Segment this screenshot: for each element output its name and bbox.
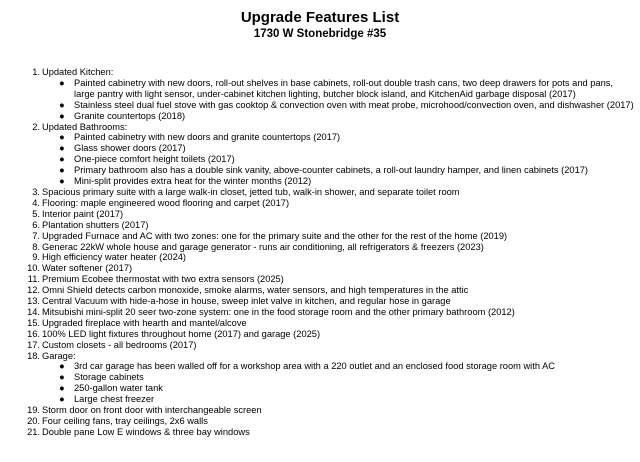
list-item xyxy=(22,285,634,296)
list-item-text: Spacious primary suite with a large walk-in closet, jetted tub, walk-in shower, and separate toilet room xyxy=(42,186,460,197)
list-item xyxy=(22,318,634,329)
bullet-icon: ● xyxy=(59,372,65,383)
sub-list-item-text: Painted cabinetry with new doors and granite countertops (2017) xyxy=(74,132,341,143)
list-item-text: Updated Bathrooms: xyxy=(42,121,128,132)
sub-list-item xyxy=(22,78,634,100)
list-item-text: Plantation shutters (2017) xyxy=(42,219,149,230)
list-item xyxy=(22,231,634,242)
bullet-icon: ● xyxy=(59,77,65,88)
sub-list-item xyxy=(22,383,634,394)
list-item xyxy=(22,340,634,351)
bullet-icon: ● xyxy=(59,132,65,143)
sub-list-item-text: Primary bathroom also has a double sink vanity, above-counter cabinets, a roll-out laundry hamper, and linen cabinets (2017) xyxy=(74,165,589,176)
bullet-icon: ● xyxy=(59,154,65,165)
list-item-number: 12. xyxy=(27,285,40,296)
list-item-text: Water softener (2017) xyxy=(42,263,133,274)
bullet-icon: ● xyxy=(59,361,65,372)
sub-list-item-text: Painted cabinetry with new doors, roll-out shelves in base cabinets, roll-out double trash cans, two deep drawers for pots and pans, large pantry with light sensor, under-cabinet kitchen lighting, butcher block island, and KitchenAid garbage disposal (2017) xyxy=(74,77,614,99)
list-item xyxy=(22,274,634,285)
sub-list-item-text: One-piece comfort height toilets (2017) xyxy=(74,154,235,165)
sub-list-item-text: Stainless steel dual fuel stove with gas cooktop & convection oven with meat probe, microhood/convection oven, and dishwasher (2017) xyxy=(74,99,634,110)
sub-list-item xyxy=(22,100,634,111)
bullet-icon: ● xyxy=(59,383,65,394)
sub-list-item xyxy=(22,111,634,122)
list-item-number: 20. xyxy=(27,416,40,426)
list-item-text: High efficiency water heater (2024) xyxy=(42,252,187,263)
sub-list-item-text: Storage cabinets xyxy=(74,372,144,383)
list-item-text: Updated Kitchen: xyxy=(42,67,114,77)
list-item-number: 18. xyxy=(27,350,40,361)
list-item-number: 13. xyxy=(27,296,40,307)
list-item-text: 100% LED light fixtures throughout home (2017) and garage (2025) xyxy=(42,328,321,339)
list-item xyxy=(22,416,634,427)
sub-list-item-text: 250-gallon water tank xyxy=(74,383,163,394)
list-item xyxy=(22,351,634,362)
sub-list-item-text: Large chest freezer xyxy=(74,394,155,405)
sub-list-item xyxy=(22,361,634,372)
features-list xyxy=(22,67,634,438)
bullet-icon: ● xyxy=(59,99,65,110)
list-item-text: Garage: xyxy=(42,350,76,361)
list-item-number: 9. xyxy=(32,252,40,263)
sub-list-item xyxy=(22,394,634,405)
list-item-text: Flooring: maple engineered wood flooring and carpet (2017) xyxy=(42,197,290,208)
list-item-number: 6. xyxy=(32,219,40,230)
list-item-number: 1. xyxy=(32,67,40,77)
page-title: Upgrade Features List xyxy=(240,9,400,26)
sub-list-item xyxy=(22,372,634,383)
list-item-number: 7. xyxy=(32,230,40,241)
list-item-text: Mitsubishi mini-split 20 seer two-zone system: one in the food storage room and the other primary bathroom (2012) xyxy=(42,306,515,317)
sub-list-item-text: Glass shower doors (2017) xyxy=(74,143,186,154)
bullet-icon: ● xyxy=(59,394,65,405)
list-item-text: Omni Shield detects carbon monoxide, smoke alarms, water sensors, and high temperatures in the attic xyxy=(42,285,469,296)
list-item-text: Premium Ecobee thermostat with two extra sensors (2025) xyxy=(42,274,284,285)
list-item xyxy=(22,252,634,263)
sub-list-item xyxy=(22,143,634,154)
sub-list-item-text: Mini-split provides extra heat for the winter months (2012) xyxy=(74,176,312,187)
list-item-number: 14. xyxy=(27,306,40,317)
list-item-number: 3. xyxy=(32,186,40,197)
page-subtitle: 1730 W Stonebridge #35 xyxy=(253,28,387,40)
list-item xyxy=(22,296,634,307)
list-item xyxy=(22,427,634,438)
sub-list-item xyxy=(22,132,634,143)
bullet-icon: ● xyxy=(59,176,65,187)
list-item-text: Upgraded Furnace and AC with two zones: one for the primary suite and the other for the rest of the home (2019) xyxy=(42,230,508,241)
list-item xyxy=(22,198,634,209)
list-item-text: Four ceiling fans, tray ceilings, 2x6 walls xyxy=(42,416,208,426)
list-item-number: 8. xyxy=(32,241,40,252)
sub-list-item xyxy=(22,176,634,187)
list-item xyxy=(22,263,634,274)
sub-list-item xyxy=(22,165,634,176)
bullet-icon: ● xyxy=(59,143,65,154)
list-item xyxy=(22,187,634,198)
list-item-number: 4. xyxy=(32,197,40,208)
list-item-number: 21. xyxy=(27,426,40,437)
list-item-number: 10. xyxy=(27,263,40,274)
list-item-number: 15. xyxy=(27,317,40,328)
list-item-text: Double pane Low E windows & three bay windows xyxy=(42,426,250,437)
list-item-text: Upgraded fireplace with hearth and mantel/alcove xyxy=(42,317,247,328)
list-item-text: Generac 22kW whole house and garage generator - runs air conditioning, all refrigerators & freezers (2023) xyxy=(42,241,484,252)
list-item xyxy=(22,220,634,231)
list-item-number: 17. xyxy=(27,339,40,350)
list-item-text: Central Vacuum with hide-a-hose in house, sweep inlet valve in kitchen, and regular hose in garage xyxy=(42,296,451,307)
list-item-number: 11. xyxy=(27,274,40,285)
list-item xyxy=(22,122,634,133)
list-item-number: 2. xyxy=(32,121,40,132)
list-item xyxy=(22,209,634,220)
list-item-number: 16. xyxy=(27,328,40,339)
sub-list-item-text: 3rd car garage has been walled off for a workshop area with a 220 outlet and an enclosed food storage room with AC xyxy=(74,361,555,372)
list-item xyxy=(22,242,634,253)
bullet-icon: ● xyxy=(59,165,65,176)
sub-list-item-text: Granite countertops (2018) xyxy=(74,110,186,121)
list-item-number: 5. xyxy=(32,208,40,219)
bullet-icon: ● xyxy=(59,110,65,121)
list-item xyxy=(22,405,634,416)
list-item xyxy=(22,307,634,318)
list-item-number: 19. xyxy=(27,405,40,416)
list-item-text: Storm door on front door with interchangeable screen xyxy=(42,405,262,416)
list-item xyxy=(22,329,634,340)
list-item-text: Custom closets - all bedrooms (2017) xyxy=(42,339,197,350)
list-item-text: Interior paint (2017) xyxy=(42,208,124,219)
sub-list-item xyxy=(22,154,634,165)
list-item xyxy=(22,67,634,78)
